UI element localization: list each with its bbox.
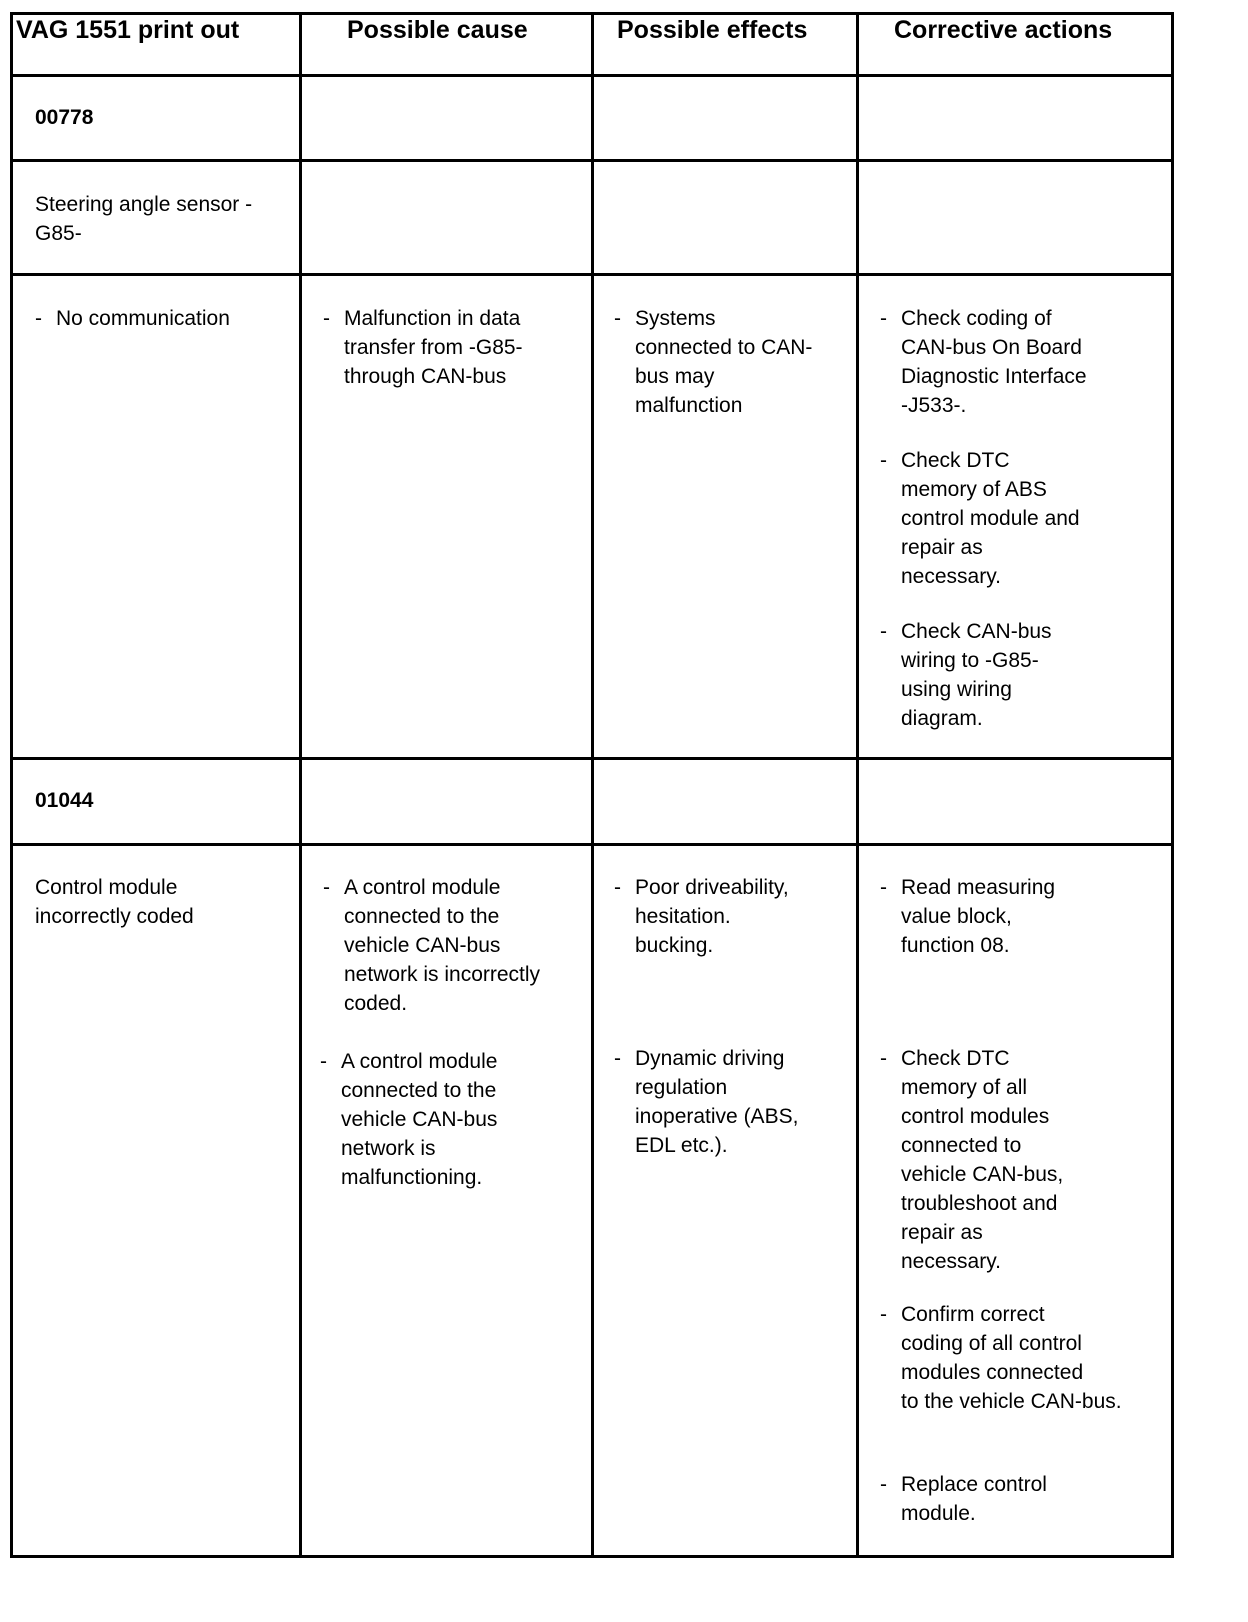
effect-text: Poor driveability, hesitation. bucking. [635, 876, 789, 957]
table-divider-row-5 [10, 843, 1174, 846]
action-text: Replace control module. [901, 1473, 1047, 1525]
printout-control-module-incorrectly-coded: Control module incorrectly coded [35, 876, 194, 928]
table-border-left [10, 12, 13, 1558]
bullet-dash: - [614, 876, 621, 899]
action-text: Check coding of CAN-bus On Board Diagnostic Interface -J533-. [901, 307, 1087, 417]
action-text: Read measuring value block, function 08. [901, 876, 1056, 957]
bullet-dash: - [614, 307, 621, 330]
bullet-dash: - [320, 1050, 327, 1073]
bullet-dash: - [880, 1047, 887, 1070]
table-divider-row-2 [10, 159, 1174, 162]
table-border-bottom [10, 1555, 1174, 1558]
action-text: Check DTC memory of all control modules connected to vehicle CAN-bus, troubleshoot and repair as necessary. [901, 1047, 1064, 1273]
bullet-dash: - [880, 876, 887, 899]
table-divider-row-3 [10, 273, 1174, 276]
bullet-dash: - [323, 307, 330, 330]
action-text: Check CAN-bus wiring to -G85- using wiring diagram. [901, 620, 1052, 730]
table-divider-row-1 [10, 74, 1174, 77]
header-corrective-actions: Corrective actions [894, 16, 1113, 44]
bullet-dash: - [323, 876, 330, 899]
bullet-dash: - [35, 307, 42, 330]
action-text: Confirm correct coding of all control modules connected to the vehicle CAN-bus. [901, 1303, 1122, 1413]
table-divider-col-1 [299, 12, 302, 1558]
printout-text: No communication [56, 307, 230, 330]
effect-text: Dynamic driving regulation inoperative (ABS, EDL etc.). [635, 1047, 799, 1157]
component-steering-angle-sensor: Steering angle sensor - G85- [35, 193, 253, 245]
fault-code-00778: 00778 [35, 106, 94, 129]
cause-text: A control module connected to the vehicle CAN-bus network is malfunctioning. [341, 1050, 498, 1189]
bullet-dash: - [880, 620, 887, 643]
table-divider-col-2 [591, 12, 594, 1558]
bullet-dash: - [880, 1473, 887, 1496]
bullet-dash: - [880, 307, 887, 330]
effect-text: Systems connected to CAN- bus may malfunction [635, 307, 813, 417]
fault-code-01044: 01044 [35, 789, 94, 812]
action-text: Check DTC memory of ABS control module and repair as necessary. [901, 449, 1080, 588]
bullet-dash: - [614, 1047, 621, 1070]
header-possible-cause: Possible cause [347, 16, 528, 44]
table-border-right [1171, 12, 1174, 1558]
header-possible-effects: Possible effects [617, 16, 808, 44]
cause-text: A control module connected to the vehicle CAN-bus network is incorrectly coded. [344, 876, 541, 1015]
header-vag-printout: VAG 1551 print out [16, 16, 240, 44]
cause-text: Malfunction in data transfer from -G85- through CAN-bus [344, 307, 523, 388]
bullet-dash: - [880, 1303, 887, 1326]
table-divider-row-4 [10, 757, 1174, 760]
table-divider-col-3 [856, 12, 859, 1558]
bullet-dash: - [880, 449, 887, 472]
